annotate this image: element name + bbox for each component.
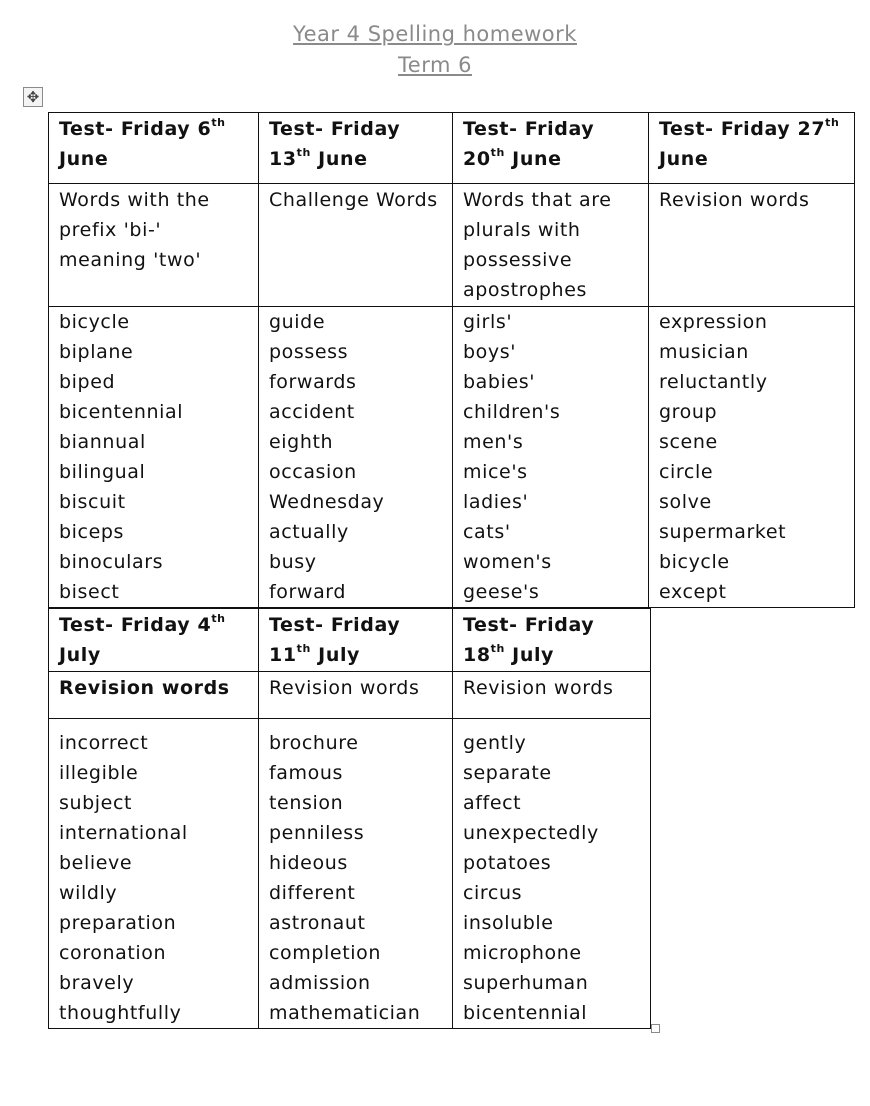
header-cell: Test- Friday 20th June — [453, 113, 649, 184]
spelling-word: incorrect — [59, 732, 149, 754]
word-list-cell — [49, 719, 259, 1029]
spelling-word: brochure — [269, 732, 359, 754]
category-cell: Words with the prefix 'bi-' meaning 'two' — [49, 184, 259, 307]
spelling-word: girls' — [463, 311, 513, 333]
spelling-word: famous — [269, 762, 344, 784]
spelling-word: potatoes — [463, 852, 552, 874]
page-title: Year 4 Spelling homework — [293, 22, 577, 46]
word-list-cell — [259, 307, 453, 608]
spelling-word: bicycle — [59, 311, 130, 333]
spelling-word: microphone — [463, 942, 582, 964]
header-row — [49, 609, 651, 672]
word-list-cell — [453, 307, 649, 608]
spelling-word: international — [59, 822, 188, 844]
spelling-word: reluctantly — [659, 371, 768, 393]
spelling-word: occasion — [269, 461, 357, 483]
header-cell: Test- Friday 6th June — [49, 113, 259, 184]
spelling-word: bicycle — [659, 551, 730, 573]
spelling-word: binoculars — [59, 551, 164, 573]
spelling-word: circus — [463, 882, 523, 904]
spelling-word: preparation — [59, 912, 177, 934]
spelling-word: biped — [59, 371, 116, 393]
category-cell: Revision words — [453, 672, 651, 719]
spelling-word: completion — [269, 942, 382, 964]
spelling-word: bravely — [59, 972, 135, 994]
spelling-word: affect — [463, 792, 522, 814]
spelling-word: scene — [659, 431, 718, 453]
spelling-word: penniless — [269, 822, 365, 844]
spelling-word: bilingual — [59, 461, 146, 483]
spelling-word: hideous — [269, 852, 348, 874]
header-row — [49, 113, 855, 184]
word-list-cell — [49, 307, 259, 608]
spelling-word: men's — [463, 431, 524, 453]
spelling-word: solve — [659, 491, 712, 513]
spelling-word: superhuman — [463, 972, 589, 994]
spelling-word: admission — [269, 972, 371, 994]
spelling-word: musician — [659, 341, 749, 363]
spelling-word: women's — [463, 551, 552, 573]
spelling-word: biceps — [59, 521, 125, 543]
category-cell: Revision words — [259, 672, 453, 719]
word-list-cell — [453, 719, 651, 1029]
spelling-word: busy — [269, 551, 317, 573]
spelling-word: possess — [269, 341, 349, 363]
spelling-word: boys' — [463, 341, 517, 363]
spelling-word: circle — [659, 461, 714, 483]
spelling-word: bisect — [59, 581, 120, 603]
spelling-word: gently — [463, 732, 527, 754]
spelling-word: wildly — [59, 882, 118, 904]
spelling-word: mathematician — [269, 1002, 421, 1024]
spelling-word: mice's — [463, 461, 528, 483]
header-cell: Test- Friday 11th July — [259, 609, 453, 672]
header-cell: Test- Friday 18th July — [453, 609, 651, 672]
spelling-word: eighth — [269, 431, 334, 453]
spelling-word: tension — [269, 792, 344, 814]
category-cell: Revision words — [49, 672, 259, 719]
spelling-word: supermarket — [659, 521, 787, 543]
category-row — [49, 184, 855, 307]
category-row — [49, 672, 651, 719]
spelling-word: ladies' — [463, 491, 529, 513]
spelling-word: subject — [59, 792, 133, 814]
spelling-word: illegible — [59, 762, 139, 784]
spelling-word: unexpectedly — [463, 822, 599, 844]
spelling-word: bicentennial — [463, 1002, 588, 1024]
spelling-word: insoluble — [463, 912, 554, 934]
word-list-row — [49, 307, 855, 608]
header-cell: Test- Friday 27th June — [649, 113, 855, 184]
category-cell: Revision words — [649, 184, 855, 307]
word-list-cell — [649, 307, 855, 608]
category-cell: Challenge Words — [259, 184, 453, 307]
spelling-word: coronation — [59, 942, 167, 964]
spelling-word: forwards — [269, 371, 357, 393]
spelling-word: biscuit — [59, 491, 126, 513]
spelling-word: guide — [269, 311, 326, 333]
spelling-word: thoughtfully — [59, 1002, 182, 1024]
spelling-word: except — [659, 581, 727, 603]
spelling-word: biplane — [59, 341, 134, 363]
spelling-table-july — [48, 608, 651, 1029]
spelling-word: children's — [463, 401, 561, 423]
table-resize-handle[interactable] — [651, 1024, 660, 1033]
spelling-word: astronaut — [269, 912, 366, 934]
word-list-row — [49, 719, 651, 1029]
spelling-word: biannual — [59, 431, 146, 453]
spelling-word: forward — [269, 581, 347, 603]
page-subtitle: Term 6 — [398, 53, 472, 77]
spelling-table-june — [48, 112, 855, 608]
spelling-word: believe — [59, 852, 133, 874]
word-list-cell — [259, 719, 453, 1029]
move-cross-icon[interactable]: ✥ — [23, 87, 43, 107]
header-cell: Test- Friday 13th June — [259, 113, 453, 184]
spelling-word: actually — [269, 521, 349, 543]
category-cell: Words that are plurals with possessive apostrophes — [453, 184, 649, 307]
spelling-word: geese's — [463, 581, 540, 603]
spelling-word: expression — [659, 311, 768, 333]
spelling-word: cats' — [463, 521, 511, 543]
header-cell: Test- Friday 4th July — [49, 609, 259, 672]
spelling-word: group — [659, 401, 718, 423]
spelling-word: Wednesday — [269, 491, 385, 513]
spelling-word: babies' — [463, 371, 536, 393]
spelling-word: separate — [463, 762, 552, 784]
spelling-word: bicentennial — [59, 401, 184, 423]
spelling-word: accident — [269, 401, 355, 423]
spelling-word: different — [269, 882, 356, 904]
